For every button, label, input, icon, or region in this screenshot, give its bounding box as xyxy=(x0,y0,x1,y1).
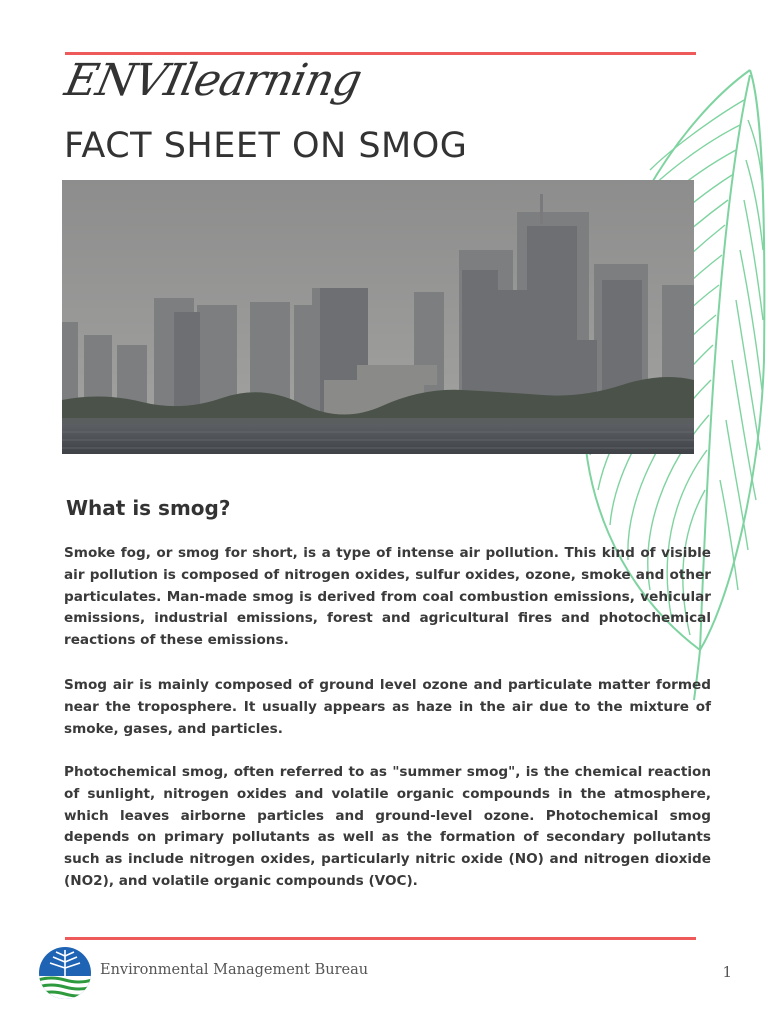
page-title: FACT SHEET ON SMOG xyxy=(64,126,468,166)
paragraph-3: Photochemical smog, often referred to as "summer smog", is the chemical reaction of sunlight, nitrogen oxides and volatile organic compounds in the atmosphere, which leaves airborne particles and ground-level ozone. Photochemical smog depends on primary pollutants as well as the formation of secondary pollutants such as include nitrogen oxides, particularly nitric oxide (NO) and nitrogen dioxide (NO2), and volatile organic compounds (VOC). xyxy=(64,764,711,889)
smog-skyline-photo xyxy=(62,180,694,454)
emb-logo-icon xyxy=(38,946,92,1000)
bottom-divider xyxy=(65,937,696,940)
brand-logo: ENVIlearning xyxy=(60,55,366,106)
footer-organization: Environmental Management Bureau xyxy=(100,962,369,978)
paragraph-1: Smoke fog, or smog for short, is a type of intense air pollution. This kind of visible air pollution is composed of nitrogen oxides, sulfur oxides, ozone, smoke and other particulates. Man-made smog is derived from coal combustion emissions, vehicular emissions, industrial emissions, forest and agricultural fires and photochemical reactions of these emissions. xyxy=(64,545,711,649)
paragraph-2: Smog air is mainly composed of ground level ozone and particulate matter formed near the troposphere. It usually appears as haze in the air due to the mixture of smoke, gases, and particles. xyxy=(64,677,711,737)
page-number: 1 xyxy=(722,963,732,981)
section-heading: What is smog? xyxy=(66,496,231,520)
